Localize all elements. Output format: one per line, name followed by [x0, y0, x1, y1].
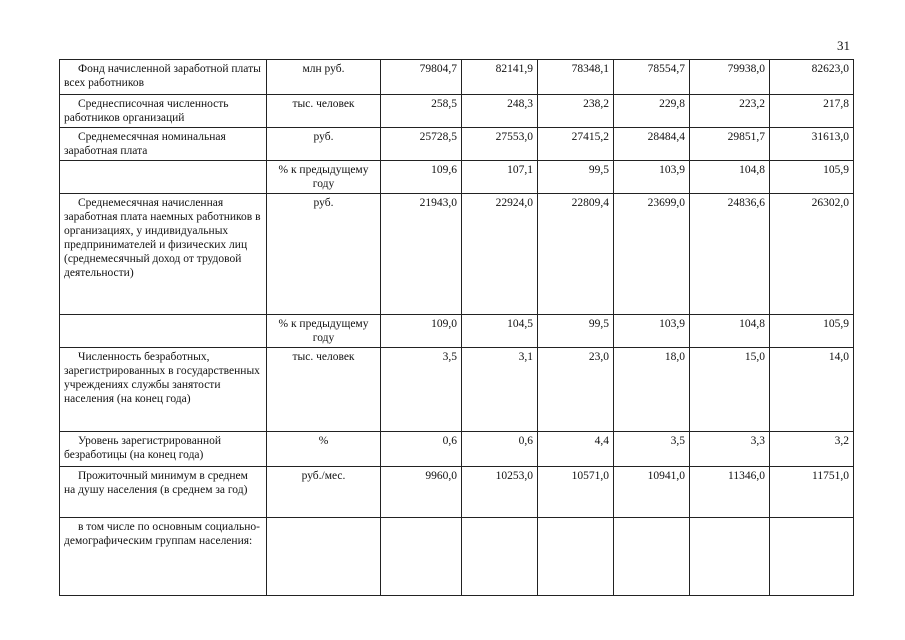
value-cell: 10253,0 — [462, 467, 538, 518]
unit-cell: % — [267, 432, 381, 467]
value-cell: 78554,7 — [614, 60, 690, 95]
table-row — [60, 128, 854, 161]
value-cell — [690, 518, 770, 596]
table-row — [60, 161, 854, 194]
unit-cell: тыс. человек — [267, 95, 381, 128]
value-cell: 9960,0 — [381, 467, 462, 518]
value-cell: 3,5 — [614, 432, 690, 467]
value-cell: 21943,0 — [381, 194, 462, 315]
indicator-cell: Среднемесячная начисленная заработная плата наемных работников в организациях, у индивидуальных предпринимателей и физических лиц (среднемесячный доход от трудовой деятельности) — [60, 194, 267, 315]
value-cell: 23699,0 — [614, 194, 690, 315]
value-cell: 105,9 — [770, 315, 854, 348]
value-cell: 79938,0 — [690, 60, 770, 95]
table-body — [60, 60, 854, 596]
value-cell: 3,1 — [462, 348, 538, 432]
statistics-table — [59, 59, 854, 596]
value-cell: 103,9 — [614, 315, 690, 348]
table-row — [60, 467, 854, 518]
table-row — [60, 194, 854, 315]
value-cell: 229,8 — [614, 95, 690, 128]
indicator-cell: Фонд начисленной заработной платы всех работников — [60, 60, 267, 95]
table-row — [60, 60, 854, 95]
value-cell: 104,8 — [690, 315, 770, 348]
value-cell: 109,0 — [381, 315, 462, 348]
value-cell: 11751,0 — [770, 467, 854, 518]
unit-cell: млн руб. — [267, 60, 381, 95]
value-cell — [538, 518, 614, 596]
value-cell: 109,6 — [381, 161, 462, 194]
value-cell — [614, 518, 690, 596]
indicator-cell: в том числе по основным социально-демографическим группам населения: — [60, 518, 267, 596]
value-cell: 248,3 — [462, 95, 538, 128]
value-cell: 24836,6 — [690, 194, 770, 315]
value-cell: 23,0 — [538, 348, 614, 432]
table-row — [60, 432, 854, 467]
value-cell: 0,6 — [381, 432, 462, 467]
indicator-cell: Численность безработных, зарегистрированных в государственных учреждениях службы занятости населения (на конец года) — [60, 348, 267, 432]
unit-cell: руб. — [267, 194, 381, 315]
unit-cell — [267, 518, 381, 596]
table-row — [60, 348, 854, 432]
value-cell: 18,0 — [614, 348, 690, 432]
value-cell: 99,5 — [538, 315, 614, 348]
value-cell: 28484,4 — [614, 128, 690, 161]
value-cell: 31613,0 — [770, 128, 854, 161]
indicator-cell — [60, 161, 267, 194]
table-row — [60, 518, 854, 596]
value-cell: 258,5 — [381, 95, 462, 128]
unit-cell: руб. — [267, 128, 381, 161]
value-cell: 78348,1 — [538, 60, 614, 95]
unit-cell: руб./мес. — [267, 467, 381, 518]
indicator-cell: Среднемесячная номинальная заработная плата — [60, 128, 267, 161]
unit-cell: % к предыдущему году — [267, 315, 381, 348]
value-cell: 10941,0 — [614, 467, 690, 518]
value-cell: 27415,2 — [538, 128, 614, 161]
indicator-cell: Среднесписочная численность работников организаций — [60, 95, 267, 128]
unit-cell: тыс. человек — [267, 348, 381, 432]
value-cell: 107,1 — [462, 161, 538, 194]
value-cell: 15,0 — [690, 348, 770, 432]
value-cell: 26302,0 — [770, 194, 854, 315]
unit-cell: % к предыдущему году — [267, 161, 381, 194]
value-cell: 104,8 — [690, 161, 770, 194]
table-row — [60, 95, 854, 128]
value-cell: 3,5 — [381, 348, 462, 432]
value-cell: 29851,7 — [690, 128, 770, 161]
value-cell: 79804,7 — [381, 60, 462, 95]
value-cell: 217,8 — [770, 95, 854, 128]
value-cell: 82623,0 — [770, 60, 854, 95]
value-cell: 104,5 — [462, 315, 538, 348]
value-cell: 14,0 — [770, 348, 854, 432]
value-cell: 4,4 — [538, 432, 614, 467]
value-cell: 27553,0 — [462, 128, 538, 161]
value-cell: 103,9 — [614, 161, 690, 194]
indicator-cell: Уровень зарегистрированной безработицы (на конец года) — [60, 432, 267, 467]
page-number: 31 — [837, 38, 850, 53]
indicator-cell: Прожиточный минимум в среднем на душу населения (в среднем за год) — [60, 467, 267, 518]
value-cell: 22924,0 — [462, 194, 538, 315]
value-cell: 10571,0 — [538, 467, 614, 518]
indicator-cell — [60, 315, 267, 348]
value-cell: 238,2 — [538, 95, 614, 128]
value-cell — [462, 518, 538, 596]
value-cell: 0,6 — [462, 432, 538, 467]
value-cell — [381, 518, 462, 596]
value-cell: 82141,9 — [462, 60, 538, 95]
value-cell: 25728,5 — [381, 128, 462, 161]
value-cell — [770, 518, 854, 596]
value-cell: 3,3 — [690, 432, 770, 467]
value-cell: 223,2 — [690, 95, 770, 128]
value-cell: 11346,0 — [690, 467, 770, 518]
value-cell: 99,5 — [538, 161, 614, 194]
table-row — [60, 315, 854, 348]
value-cell: 105,9 — [770, 161, 854, 194]
value-cell: 22809,4 — [538, 194, 614, 315]
value-cell: 3,2 — [770, 432, 854, 467]
